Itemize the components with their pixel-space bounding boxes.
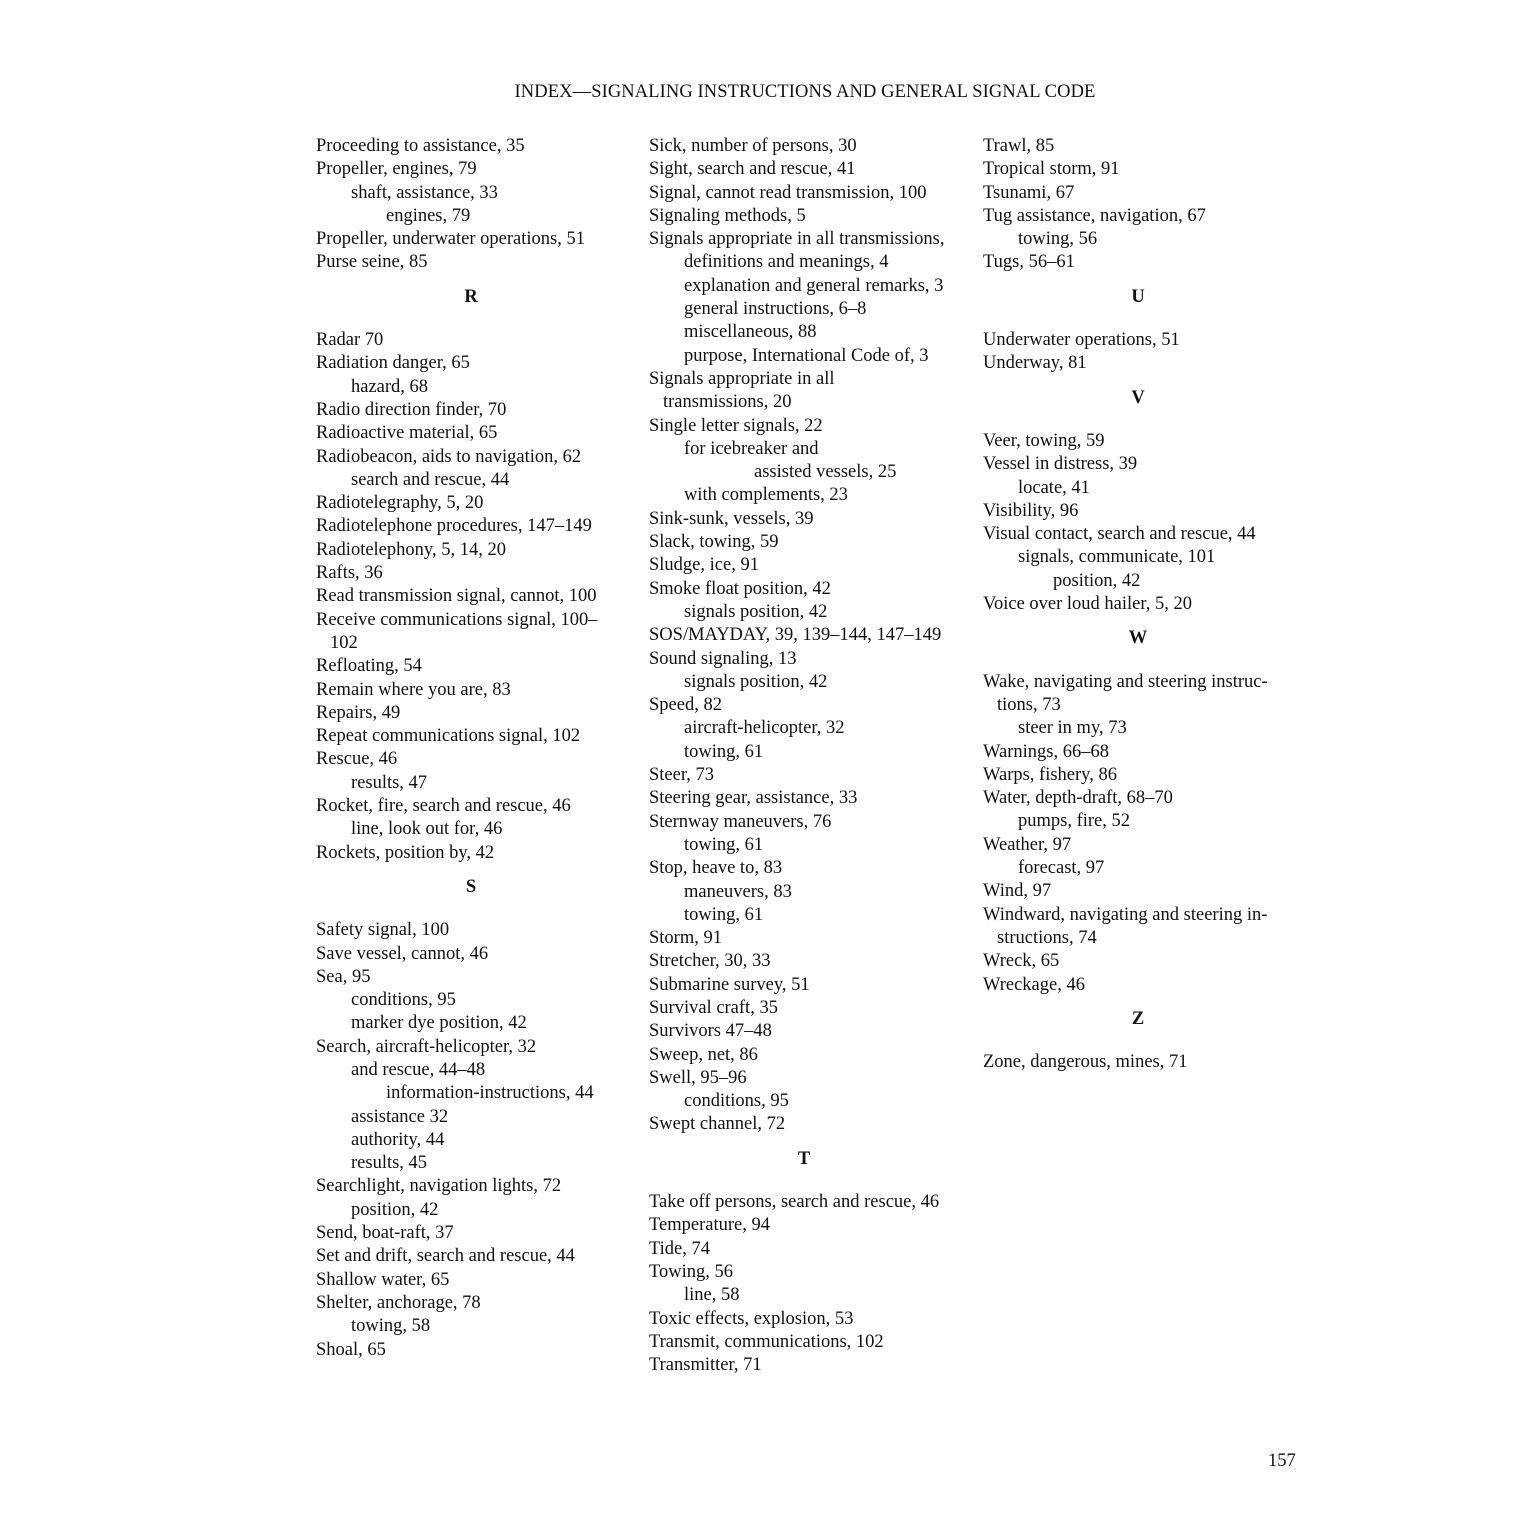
letter-heading: W [1128,628,1148,649]
index-entry: Sludge, ice, 91 [649,555,759,576]
index-entry: Single letter signals, 22 [649,415,823,436]
index-subentry: for icebreaker and [684,438,819,459]
index-subentry: definitions and meanings, 4 [684,252,889,273]
index-entry: Slack, towing, 59 [649,532,779,553]
index-subentry: conditions, 95 [684,1091,789,1112]
index-entry: Rescue, 46 [316,749,398,770]
index-entry: SOS/MAYDAY, 39, 139–144, 147–149 [649,625,942,646]
index-entry-continuation: tions, 73 [997,694,1061,715]
index-entry: Submarine survey, 51 [649,974,810,995]
index-entry: Temperature, 94 [649,1215,770,1236]
running-head-title: INDEX—SIGNALING INSTRUCTIONS AND GENERAL SIGNAL CODE [514,82,1096,102]
index-entry: Signals appropriate in all transmissions, [649,229,945,250]
index-entry-continuation: structions, 74 [997,927,1097,948]
index-entry: Trawl, 85 [983,136,1055,156]
index-entry: Remain where you are, 83 [316,679,511,700]
index-subentry: hazard, 68 [351,376,429,397]
index-entry: Toxic effects, explosion, 53 [649,1308,854,1329]
index-entry: Set and drift, search and rescue, 44 [316,1246,575,1267]
index-entry: Purse seine, 85 [316,252,428,273]
index-entry: Transmit, communications, 102 [649,1331,884,1352]
index-subentry: position, 42 [1053,570,1141,591]
index-subentry: maneuvers, 83 [684,881,792,902]
index-entry: Wind, 97 [983,881,1052,902]
index-entry: Survivors 47–48 [649,1021,772,1042]
index-entry: Take off persons, search and rescue, 46 [649,1192,940,1213]
index-entry: Swept channel, 72 [649,1114,786,1135]
index-entry: Radiotelegraphy, 5, 20 [316,493,484,514]
index-entry: Steering gear, assistance, 33 [649,788,858,809]
index-entry: Smoke float position, 42 [649,578,831,599]
index-entry: Wreckage, 46 [983,974,1085,995]
index-column-2 [649,135,969,1377]
index-subentry: towing, 61 [684,741,764,762]
page-number: 157 [1268,1451,1296,1471]
index-subentry: results, 45 [351,1153,428,1174]
index-subentry: signals, communicate, 101 [1018,547,1216,568]
index-entry: Receive communications signal, 100– [316,609,598,630]
index-entry: Visibility, 96 [983,500,1079,521]
letter-heading: T [797,1148,811,1169]
index-entry: Rockets, position by, 42 [316,842,495,863]
index-subentry: towing, 58 [351,1316,431,1337]
index-entry: Warnings, 66–68 [983,741,1109,762]
index-subentry: search and rescue, 44 [351,469,510,490]
index-subentry: locate, 41 [1018,477,1090,498]
index-entry: Stop, heave to, 83 [649,858,783,879]
index-entry: Safety signal, 100 [316,920,450,941]
index-entry: Shelter, anchorage, 78 [316,1292,481,1313]
letter-heading: V [1131,387,1145,408]
index-subentry: with complements, 23 [684,485,848,506]
index-entry: Radio direction finder, 70 [316,399,507,420]
index-entry: Sink-sunk, vessels, 39 [649,508,814,529]
letter-heading: Z [1131,1008,1145,1029]
index-subentry: conditions, 95 [351,990,456,1011]
index-entry: Speed, 82 [649,695,722,716]
index-entry: Wake, navigating and steering instruc- [983,671,1268,692]
index-entry: Send, boat-raft, 37 [316,1223,454,1244]
index-entry: Radiotelephone procedures, 147–149 [316,516,592,537]
index-entry: Voice over loud hailer, 5, 20 [983,594,1193,615]
index-entry: Underwater operations, 51 [983,330,1180,351]
index-entry: Visual contact, search and rescue, 44 [983,524,1256,545]
index-subentry: signals position, 42 [684,601,828,622]
index-subentry: line, look out for, 46 [351,819,503,840]
index-entry: Repairs, 49 [316,702,401,723]
index-subentry: towing, 56 [1018,229,1098,250]
index-subentry: and rescue, 44–48 [351,1059,486,1080]
index-column-3 [983,135,1303,1074]
index-entry: Rocket, fire, search and rescue, 46 [316,796,571,817]
index-entry: Signaling methods, 5 [649,205,806,226]
letter-heading: U [1131,286,1145,307]
index-entry-continuation: 102 [330,632,358,653]
index-entry: Save vessel, cannot, 46 [316,943,489,964]
index-subentry: position, 42 [351,1199,439,1220]
index-subentry: general instructions, 6–8 [684,299,867,320]
index-subentry: results, 47 [351,772,428,793]
index-entry: Underway, 81 [983,353,1087,374]
index-entry: Swell, 95–96 [649,1067,747,1088]
index-entry: Sound signaling, 13 [649,648,797,669]
index-subentry: pumps, fire, 52 [1018,811,1131,832]
index-subentry: forecast, 97 [1018,858,1105,879]
index-entry: Searchlight, navigation lights, 72 [316,1176,562,1197]
index-entry: Propeller, underwater operations, 51 [316,229,585,250]
index-subentry: engines, 79 [386,205,471,226]
index-subentry: purpose, International Code of, 3 [684,345,929,366]
index-entry: Sight, search and rescue, 41 [649,159,856,180]
index-subentry: line, 58 [684,1285,740,1306]
index-entry: Zone, dangerous, mines, 71 [983,1052,1188,1073]
index-subentry: marker dye position, 42 [351,1013,527,1034]
index-subentry: assistance 32 [351,1106,449,1127]
index-entry: Tug assistance, navigation, 67 [983,205,1206,226]
index-entry: Steer, 73 [649,765,715,786]
index-subentry: explanation and general remarks, 3 [684,275,944,296]
letter-heading: R [464,286,478,307]
index-entry: Signal, cannot read transmission, 100 [649,182,927,203]
index-entry: Tsunami, 67 [983,182,1075,203]
index-entry: Propeller, engines, 79 [316,159,477,180]
index-subentry: towing, 61 [684,904,764,925]
index-entry-continuation: transmissions, 20 [663,392,792,413]
index-entry: Shallow water, 65 [316,1269,450,1290]
index-entry: Search, aircraft-helicopter, 32 [316,1036,537,1057]
index-entry: Signals appropriate in all [649,368,835,389]
index-subentry: shaft, assistance, 33 [351,182,498,203]
index-entry: Windward, navigating and steering in- [983,904,1268,925]
index-entry: Tropical storm, 91 [983,159,1120,180]
index-entry: Wreck, 65 [983,951,1060,972]
letter-heading: S [465,876,477,897]
index-column-1 [316,135,636,1362]
index-entry: Repeat communications signal, 102 [316,726,581,747]
index-entry: Water, depth-draft, 68–70 [983,788,1173,809]
index-entry: Sea, 95 [316,966,371,987]
index-entry: Sweep, net, 86 [649,1044,758,1065]
index-entry: Proceeding to assistance, 35 [316,136,525,156]
index-entry: Sternway maneuvers, 76 [649,811,832,832]
index-entry: Radioactive material, 65 [316,423,498,444]
index-entry: Stretcher, 30, 33 [649,951,771,972]
index-subentry: signals position, 42 [684,671,828,692]
index-subentry: towing, 61 [684,834,764,855]
index-subentry: authority, 44 [351,1129,445,1150]
index-entry: Weather, 97 [983,834,1072,855]
index-entry: Warps, fishery, 86 [983,764,1117,785]
index-entry: Shoal, 65 [316,1339,386,1360]
index-subentry: steer in my, 73 [1018,718,1127,739]
index-entry: Vessel in distress, 39 [983,454,1138,475]
index-entry: Tugs, 56–61 [983,252,1075,273]
index-subentry: assisted vessels, 25 [754,462,897,483]
index-entry: Survival craft, 35 [649,997,778,1018]
index-entry: Tide, 74 [649,1238,711,1259]
index-entry: Radiation danger, 65 [316,353,470,374]
index-subentry: aircraft-helicopter, 32 [684,718,845,739]
index-entry: Rafts, 36 [316,563,383,584]
index-entry: Storm, 91 [649,928,722,949]
index-entry: Veer, towing, 59 [983,430,1105,451]
index-subentry: miscellaneous, 88 [684,322,817,343]
index-entry: Sick, number of persons, 30 [649,136,857,156]
index-entry: Read transmission signal, cannot, 100 [316,586,597,607]
index-subentry: information-instructions, 44 [386,1083,594,1104]
index-entry: Transmitter, 71 [649,1355,762,1376]
index-entry: Radar 70 [316,330,384,351]
index-entry: Radiotelephony, 5, 14, 20 [316,539,506,560]
index-entry: Refloating, 54 [316,656,422,677]
index-entry: Radiobeacon, aids to navigation, 62 [316,446,582,467]
index-entry: Towing, 56 [649,1261,734,1282]
